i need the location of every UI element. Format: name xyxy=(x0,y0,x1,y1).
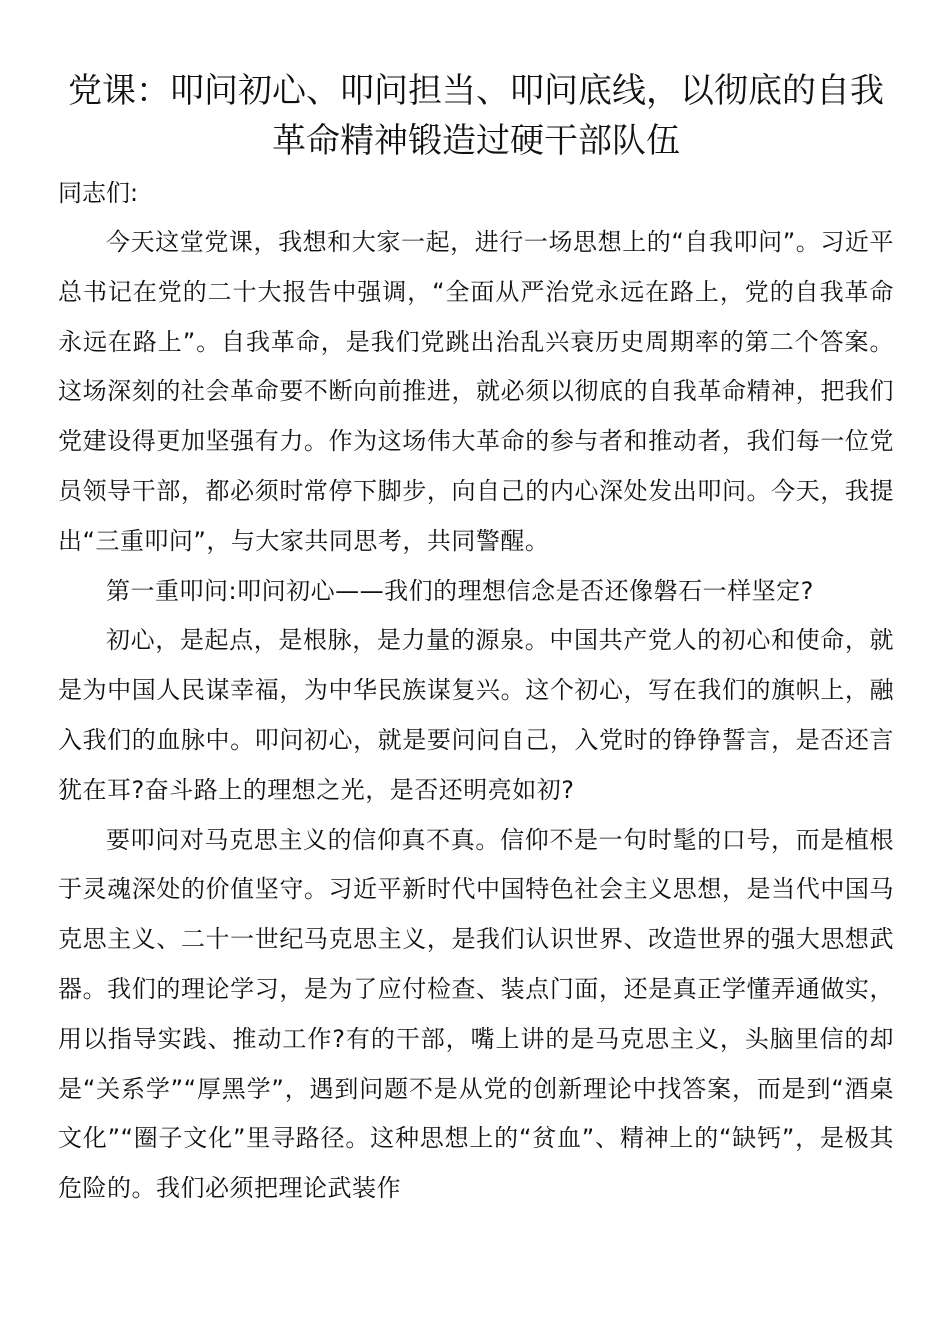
paragraph-intro: 今天这堂党课，我想和大家一起，进行一场思想上的“自我叩问”。习近平总书记在党的二十大报告中强调，“全面从严治党永远在路上，党的自我革命永远在路上”。自我革命，是我们党跳出治乱兴衰历史周期率的第二个答案。这场深刻的社会革命要不断向前推进，就必须以彻底的自我革命精神，把我们党建设得更加坚强有力。作为这场伟大革命的参与者和推动者，我们每一位党员领导干部，都必须时常停下脚步，向自己的内心深处发出叩问。今天，我提出“三重叩问”，与大家共同思考，共同警醒。 xyxy=(58,228,894,555)
salutation: 同志们: xyxy=(58,179,139,207)
paragraph-original-aspiration: 初心，是起点，是根脉，是力量的源泉。中国共产党人的初心和使命，就是为中国人民谋幸福，为中华民族谋复兴。这个初心，写在我们的旗帜上，融入我们的血脉中。叩问初心，就是要问问自己，入党时的铮铮誓言，是否还言犹在耳?奋斗路上的理想之光，是否还明亮如初? xyxy=(58,626,894,804)
paragraph-marxism-belief: 要叩问对马克思主义的信仰真不真。信仰不是一句时髦的口号，而是植根于灵魂深处的价值坚守。习近平新时代中国特色社会主义思想，是当代中国马克思主义、二十一世纪马克思主义，是我们认识世界、改造世界的强大思想武器。我们的理论学习，是为了应付检查、装点门面，还是真正学懂弄通做实，用以指导实践、推动工作?有的干部，嘴上讲的是马克思主义，头脑里信的却是“关系学”“厚黑学”，遇到问题不是从党的创新理论中找答案，而是到“酒桌文化”“圈子文化”里寻路径。这种思想上的“贫血”、精神上的“缺钙”，是极其危险的。我们必须把理论武装作 xyxy=(58,825,894,1203)
document-page xyxy=(58,66,894,1214)
document-title: 党课：叩问初心、叩问担当、叩问底线，以彻底的自我革命精神锻造过硬干部队伍 xyxy=(68,71,884,161)
section-heading-first-inquiry: 第一重叩问:叩问初心——我们的理想信念是否还像磐石一样坚定? xyxy=(106,576,814,605)
